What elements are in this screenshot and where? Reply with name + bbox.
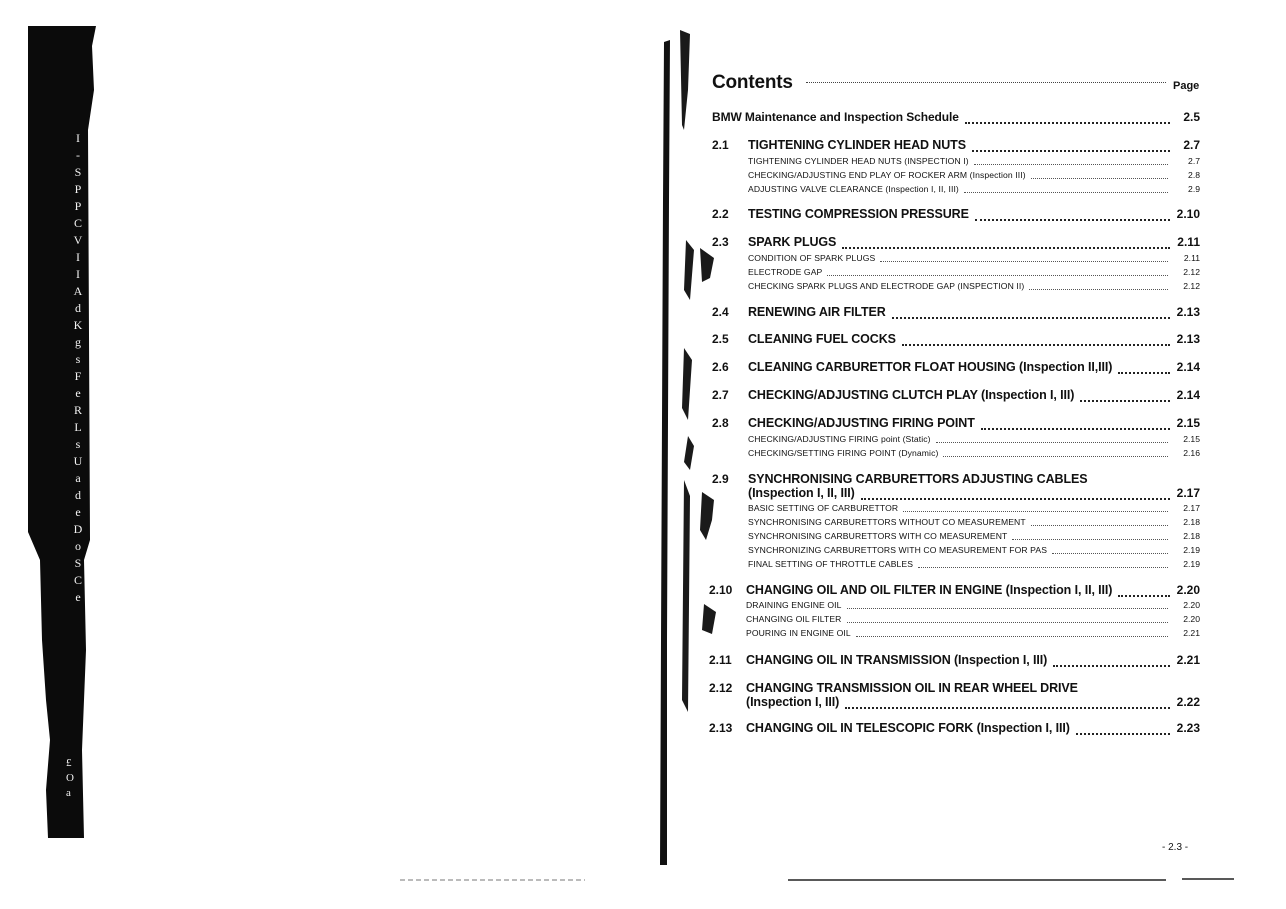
- entry-title: BMW Maintenance and Inspection Schedule: [712, 110, 959, 124]
- left-page-text-fragment: d: [75, 488, 81, 502]
- left-page-text-fragment: F: [74, 369, 82, 383]
- subsection-leader: [1012, 539, 1168, 540]
- left-page-text-fragment: C: [73, 216, 82, 230]
- subsection-leader: [1031, 178, 1168, 179]
- subsection-leader: [1029, 289, 1168, 290]
- subsection-page-number: 2.18: [1183, 531, 1200, 541]
- section-number: 2.11: [709, 653, 732, 667]
- section-title: CHECKING/ADJUSTING CLUTCH PLAY (Inspection I, III): [748, 388, 1075, 402]
- section-number: 2.4: [712, 305, 729, 319]
- subsection-leader: [880, 261, 1168, 262]
- section-number: 2.1: [712, 138, 729, 152]
- section-title: CHANGING OIL IN TRANSMISSION (Inspection I, III): [746, 653, 1048, 667]
- left-page-bottom-fragment: O: [66, 772, 74, 784]
- section-leader: [845, 707, 1170, 709]
- section-page-number: 2.23: [1176, 721, 1200, 735]
- subsection-leader: [936, 442, 1168, 443]
- left-page-text-fragment: o: [75, 539, 81, 553]
- section-leader: [975, 219, 1170, 221]
- subsection-leader: [974, 164, 1168, 165]
- section-title: CLEANING CARBURETTOR FLOAT HOUSING (Inspection II,III): [748, 360, 1113, 374]
- left-page-text-fragment: -: [76, 148, 80, 162]
- page-column-label: Page: [1173, 80, 1200, 92]
- subsection-leader: [1052, 553, 1168, 554]
- left-page-text-fragment: S: [74, 165, 82, 179]
- section-page-number: 2.10: [1176, 207, 1200, 221]
- section-title: CLEANING FUEL COCKS: [748, 332, 896, 346]
- center-binding-shadow: [660, 40, 670, 865]
- contents-title-leader: [806, 82, 1166, 83]
- left-page-text-fragment: K: [73, 318, 83, 332]
- section-number: 2.10: [709, 583, 733, 597]
- section-title: SPARK PLUGS: [748, 235, 837, 249]
- left-page-text-fragment: I: [76, 267, 80, 281]
- left-page-text-fragment: L: [74, 420, 82, 434]
- section-page-number: 2.21: [1176, 653, 1200, 667]
- subsection-title: TIGHTENING CYLINDER HEAD NUTS (INSPECTION I): [748, 156, 969, 166]
- left-page-text-fragment: s: [75, 352, 81, 366]
- subsection-leader: [1031, 525, 1168, 526]
- section-number: 2.8: [712, 416, 729, 430]
- left-page-text-fragment: P: [74, 182, 82, 196]
- subsection-title: FINAL SETTING OF THROTTLE CABLES: [748, 559, 914, 569]
- section-number: 2.13: [709, 721, 733, 735]
- subsection-leader: [847, 622, 1169, 623]
- section-number: 2.3: [712, 235, 729, 249]
- left-page-text-fragment: e: [75, 386, 81, 400]
- left-page-text-fragment: g: [75, 335, 81, 349]
- left-page-text-fragment: e: [75, 505, 81, 519]
- section-title-continued: (Inspection I, III): [746, 695, 840, 709]
- subsection-title: SYNCHRONIZING CARBURETTORS WITH CO MEASUREMENT FOR PAS: [748, 545, 1048, 555]
- left-page-text-fragment: S: [74, 556, 82, 570]
- left-page-text-fragment: I: [76, 131, 80, 145]
- subsection-page-number: 2.12: [1183, 281, 1200, 291]
- subsection-title: POURING IN ENGINE OIL: [746, 628, 851, 638]
- section-title: TESTING COMPRESSION PRESSURE: [748, 207, 969, 221]
- section-leader: [842, 247, 1170, 249]
- left-page-text-fragment: U: [73, 454, 83, 468]
- left-page-letter-column: [64, 130, 92, 606]
- section-title: SYNCHRONISING CARBURETTORS ADJUSTING CABLES: [748, 472, 1088, 486]
- left-page-bottom-fragments: [66, 756, 88, 801]
- section-leader: [1118, 595, 1170, 597]
- subsection-title: ADJUSTING VALVE CLEARANCE (Inspection I, II, III): [748, 184, 959, 194]
- section-title: CHANGING OIL IN TELESCOPIC FORK (Inspection I, III): [746, 721, 1070, 735]
- entry-leader: [965, 122, 1170, 124]
- subsection-leader: [903, 511, 1168, 512]
- section-title: TIGHTENING CYLINDER HEAD NUTS: [748, 138, 966, 152]
- subsection-leader: [918, 567, 1168, 568]
- subsection-page-number: 2.7: [1188, 156, 1200, 166]
- section-title: CHANGING TRANSMISSION OIL IN REAR WHEEL DRIVE: [746, 681, 1078, 695]
- subsection-page-number: 2.16: [1183, 448, 1200, 458]
- subsection-title: SYNCHRONISING CARBURETTORS WITH CO MEASUREMENT: [748, 531, 1008, 541]
- section-page-number: 2.13: [1176, 332, 1200, 346]
- subsection-page-number: 2.11: [1183, 253, 1200, 263]
- subsection-page-number: 2.19: [1183, 559, 1200, 569]
- section-leader: [861, 498, 1170, 500]
- entry-page-number: 2.5: [1183, 110, 1200, 124]
- section-title: CHECKING/ADJUSTING FIRING POINT: [748, 416, 975, 430]
- section-leader: [972, 150, 1170, 152]
- section-number: 2.7: [712, 388, 729, 402]
- section-title: CHANGING OIL AND OIL FILTER IN ENGINE (Inspection I, II, III): [746, 583, 1113, 597]
- section-page-number: 2.15: [1176, 416, 1200, 430]
- section-leader: [1118, 372, 1170, 374]
- section-leader: [1076, 733, 1170, 735]
- left-page-text-fragment: I: [76, 250, 80, 264]
- subsection-leader: [943, 456, 1168, 457]
- left-page-text-fragment: R: [73, 403, 82, 417]
- subsection-page-number: 2.15: [1183, 434, 1200, 444]
- section-page-number: 2.7: [1183, 138, 1200, 152]
- section-leader: [902, 344, 1170, 346]
- subsection-title: ELECTRODE GAP: [748, 267, 823, 277]
- section-leader: [981, 428, 1170, 430]
- subsection-page-number: 2.12: [1183, 267, 1200, 277]
- subsection-title: CHECKING/ADJUSTING END PLAY OF ROCKER ARM (Inspection III): [748, 170, 1026, 180]
- subsection-page-number: 2.9: [1188, 184, 1200, 194]
- subsection-title: CHECKING SPARK PLUGS AND ELECTRODE GAP (INSPECTION II): [748, 281, 1025, 291]
- section-title-continued: (Inspection I, II, III): [748, 486, 855, 500]
- subsection-page-number: 2.19: [1183, 545, 1200, 555]
- page-folio: - 2.3 -: [1162, 842, 1189, 853]
- section-number: 2.12: [709, 681, 733, 695]
- section-number: 2.5: [712, 332, 729, 346]
- section-number: 2.9: [712, 472, 729, 486]
- section-number: 2.2: [712, 207, 729, 221]
- left-page-text-fragment: d: [75, 301, 81, 315]
- section-page-number: 2.17: [1176, 486, 1200, 500]
- subsection-title: CONDITION OF SPARK PLUGS: [748, 253, 876, 263]
- subsection-page-number: 2.20: [1183, 614, 1200, 624]
- left-page-bottom-fragment: a: [66, 787, 71, 799]
- left-page-bottom-fragment: £: [66, 757, 72, 769]
- subsection-leader: [856, 636, 1168, 637]
- subsection-title: CHANGING OIL FILTER: [746, 614, 842, 624]
- left-page-text-fragment: C: [73, 573, 82, 587]
- binding-ink-marks: [680, 30, 716, 712]
- subsection-title: CHECKING/SETTING FIRING POINT (Dynamic): [748, 448, 939, 458]
- section-leader: [892, 317, 1170, 319]
- section-page-number: 2.11: [1177, 235, 1200, 249]
- subsection-leader: [847, 608, 1169, 609]
- subsection-leader: [964, 192, 1168, 193]
- left-page-text-fragment: A: [73, 284, 83, 298]
- subsection-title: BASIC SETTING OF CARBURETTOR: [748, 503, 899, 513]
- section-page-number: 2.14: [1176, 388, 1200, 402]
- subsection-page-number: 2.21: [1183, 628, 1200, 638]
- section-leader: [1053, 665, 1170, 667]
- contents-title: Contents: [712, 72, 793, 93]
- section-page-number: 2.22: [1176, 695, 1200, 709]
- section-page-number: 2.20: [1176, 583, 1200, 597]
- left-page-text-fragment: a: [75, 471, 81, 485]
- subsection-page-number: 2.17: [1183, 503, 1200, 513]
- section-page-number: 2.13: [1176, 305, 1200, 319]
- subsection-page-number: 2.18: [1183, 517, 1200, 527]
- subsection-title: DRAINING ENGINE OIL: [746, 600, 842, 610]
- subsection-leader: [827, 275, 1168, 276]
- subsection-title: CHECKING/ADJUSTING FIRING point (Static): [748, 434, 931, 444]
- section-page-number: 2.14: [1176, 360, 1200, 374]
- subsection-title: SYNCHRONISING CARBURETTORS WITHOUT CO MEASUREMENT: [748, 517, 1026, 527]
- section-title: RENEWING AIR FILTER: [748, 305, 886, 319]
- left-page-text-fragment: D: [73, 522, 83, 536]
- section-leader: [1080, 400, 1170, 402]
- left-page-text-fragment: s: [75, 437, 81, 451]
- left-page-text-fragment: V: [73, 233, 83, 247]
- subsection-page-number: 2.20: [1183, 600, 1200, 610]
- section-number: 2.6: [712, 360, 729, 374]
- left-page-text-fragment: e: [75, 590, 81, 604]
- subsection-page-number: 2.8: [1188, 170, 1200, 180]
- left-page-text-fragment: P: [74, 199, 82, 213]
